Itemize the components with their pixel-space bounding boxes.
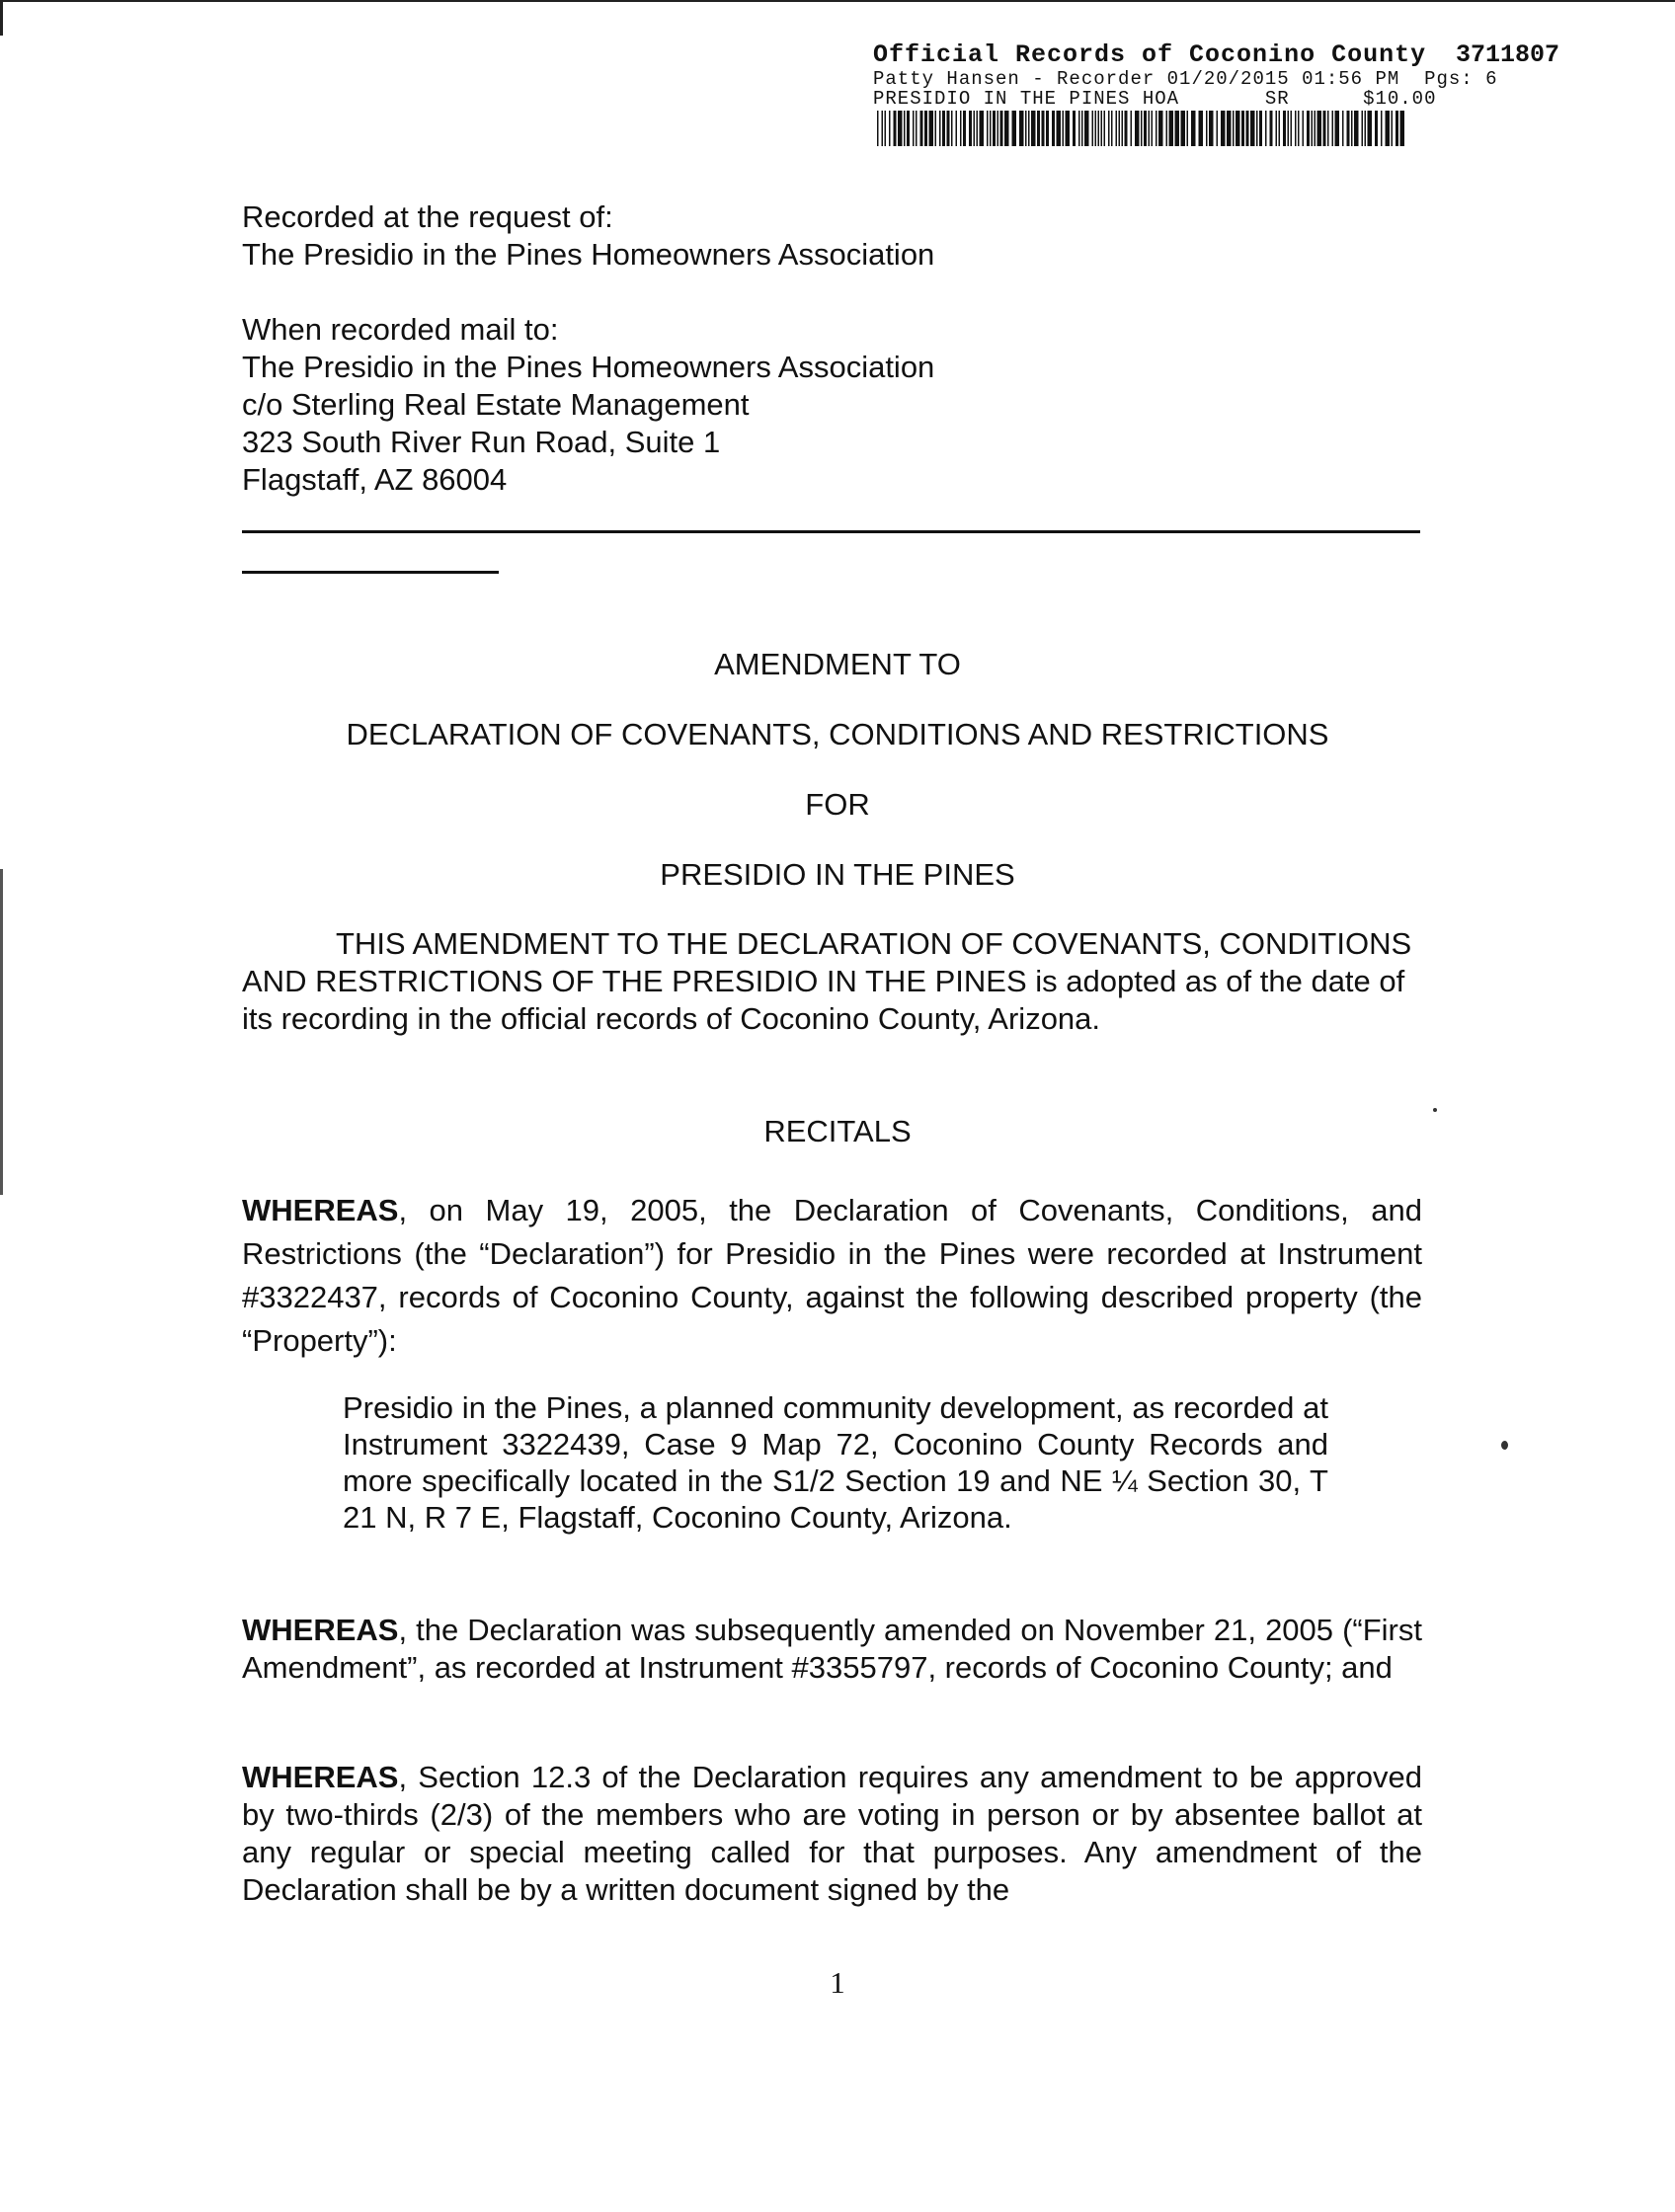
mail-to-block <box>242 311 1427 499</box>
barcode-bar <box>916 111 917 146</box>
whereas-paragraph-1 <box>242 1189 1422 1363</box>
barcode-bar <box>1166 111 1168 146</box>
scan-speck <box>1433 1108 1437 1112</box>
property-description: Presidio in the Pines, a planned community development, as recorded at Instrument 3322439, Case 9 Map 72, Coconino County Records and more specifically located in the S1/2 Section 19 and NE ¼ Section 30, T 21 N, R 7 E, Flagstaff, Coconino County, Arizona. <box>343 1390 1328 1535</box>
barcode-bar <box>1362 111 1364 146</box>
barcode-bar <box>1125 111 1128 146</box>
barcode-bar <box>920 111 923 146</box>
barcode-bar <box>1396 111 1398 146</box>
barcode-bar <box>1354 111 1359 146</box>
barcode-bar <box>1104 111 1106 146</box>
mail-to-line: 323 South River Run Road, Suite 1 <box>242 425 721 459</box>
barcode-bar <box>1317 111 1322 146</box>
barcode-bar <box>898 111 903 146</box>
barcode-bar <box>1066 111 1071 146</box>
barcode-bar <box>951 111 953 146</box>
page-number: 1 <box>830 1965 845 2000</box>
barcode-bar <box>1312 111 1314 146</box>
mail-to-label: When recorded mail to: <box>242 312 559 347</box>
barcode-bar <box>1342 111 1344 146</box>
barcode-bar <box>889 111 891 146</box>
mail-to-line: Flagstaff, AZ 86004 <box>242 462 508 497</box>
barcode-bar <box>947 111 950 146</box>
barcode-bar <box>977 111 979 146</box>
barcode-bar <box>1327 111 1329 146</box>
scan-edge-top <box>0 0 1675 2</box>
barcode-bar <box>1392 111 1394 146</box>
barcode-bar <box>894 111 897 146</box>
scan-speck <box>1501 1441 1508 1450</box>
barcode-bar <box>1295 111 1297 146</box>
barcode-bar <box>1057 111 1062 146</box>
barcode-bar <box>1135 111 1140 146</box>
barcode-bar <box>1303 111 1305 146</box>
whereas-paragraph-2 <box>242 1612 1422 1687</box>
mail-to-line: The Presidio in the Pines Homeowners Association <box>242 350 935 384</box>
barcode-bar <box>963 111 966 146</box>
barcode-bar <box>1241 111 1244 146</box>
horizontal-rule-short <box>242 571 499 574</box>
barcode-bar <box>1315 111 1316 146</box>
recorded-request-label: Recorded at the request of: <box>242 199 613 234</box>
barcode-bar <box>1181 111 1186 146</box>
barcode-bar <box>1108 111 1110 146</box>
barcode-bar <box>1381 111 1383 146</box>
intro-paragraph <box>242 925 1422 1038</box>
barcode-bar <box>1012 111 1017 146</box>
barcode-bar <box>1084 111 1089 146</box>
barcode-bar <box>997 111 999 146</box>
barcode-bar <box>1351 111 1353 146</box>
barcode-bar <box>987 111 989 146</box>
intro-bold-text: THIS AMENDMENT TO THE DECLARATION OF COVENANTS, CONDITIONS AND RESTRICTIONS OF THE PRESIDIO IN THE PINES <box>242 926 1412 998</box>
horizontal-rule <box>242 530 1420 533</box>
barcode-bar <box>1169 111 1174 146</box>
barcode-bar <box>1116 111 1118 146</box>
barcode-bar <box>1279 111 1281 146</box>
barcode-bar <box>1386 111 1391 146</box>
recorder-stamp <box>873 41 1604 109</box>
barcode-bar <box>993 111 996 146</box>
barcode-bar <box>1131 111 1133 146</box>
barcode-bar <box>907 111 910 146</box>
stamp-recorder-line: Patty Hansen - Recorder 01/20/2015 01:56 PM Pgs: 6 <box>873 68 1498 90</box>
barcode-bar <box>1031 111 1036 146</box>
whereas-lead: WHEREAS <box>242 1613 399 1647</box>
barcode-bar <box>1375 111 1378 146</box>
barcode-bar <box>1335 111 1340 146</box>
barcode-bar <box>1307 111 1310 146</box>
barcode-bar <box>1256 111 1258 146</box>
barcode-bar <box>1400 111 1405 146</box>
barcode-bar <box>1259 111 1262 146</box>
barcode-bar <box>1144 111 1147 146</box>
barcode-bar <box>1101 111 1103 146</box>
recording-request-block <box>242 198 1427 274</box>
barcode-bar <box>1037 111 1040 146</box>
barcode-bar <box>1270 111 1273 146</box>
barcode-bar <box>1250 111 1255 146</box>
barcode-bar <box>1141 111 1143 146</box>
recorded-request-party: The Presidio in the Pines Homeowners Association <box>242 237 935 272</box>
barcode-bar <box>1368 111 1373 146</box>
barcode-bar <box>877 111 879 146</box>
barcode-bar <box>929 111 934 146</box>
barcode-bar <box>960 111 962 146</box>
intro-rest-text: is adopted as of the date of its recording in the official records of Coconino County, Arizona. <box>242 964 1405 1036</box>
barcode-bar <box>1042 111 1045 146</box>
barcode-bar <box>1206 111 1208 146</box>
barcode-bar <box>924 111 927 146</box>
barcode-bar <box>1288 111 1290 146</box>
title-community: PRESIDIO IN THE PINES <box>660 857 1015 892</box>
stamp-title: Official Records of Coconino County <box>873 40 1427 69</box>
stamp-document-number: 3711807 <box>1456 40 1560 69</box>
barcode-bar <box>1119 111 1121 146</box>
barcode <box>877 111 1408 146</box>
barcode-bar <box>1365 111 1367 146</box>
barcode-bar <box>1052 111 1055 146</box>
barcode-bar <box>1175 111 1180 146</box>
barcode-bar <box>1291 111 1293 146</box>
barcode-bar <box>1004 111 1009 146</box>
barcode-bar <box>1332 111 1334 146</box>
barcode-bar <box>1227 111 1232 146</box>
whereas-text: , Section 12.3 of the Declaration requires any amendment to be approved by two-thirds (2/3) of the members who are voting in person or by absentee ballot at any regular or special meeting called for that purposes. Any amendment of the Declaration shall be by a written document signed by the <box>242 1760 1422 1907</box>
barcode-bar <box>904 111 906 146</box>
barcode-bar <box>1095 111 1097 146</box>
barcode-bar <box>1046 111 1049 146</box>
barcode-bar <box>974 111 976 146</box>
barcode-bar <box>1187 111 1189 146</box>
barcode-bar <box>1347 111 1350 146</box>
barcode-bar <box>1323 111 1326 146</box>
barcode-bar <box>1063 111 1065 146</box>
whereas-lead: WHEREAS <box>242 1193 399 1227</box>
barcode-bar <box>1098 111 1100 146</box>
barcode-bar <box>935 111 937 146</box>
barcode-bar <box>1283 111 1286 146</box>
barcode-bar <box>1158 111 1163 146</box>
barcode-bar <box>1081 111 1083 146</box>
barcode-bar <box>956 111 958 146</box>
barcode-bar <box>1092 111 1094 146</box>
barcode-bar <box>969 111 972 146</box>
title-amendment: AMENDMENT TO <box>714 647 961 681</box>
barcode-bar <box>1236 111 1240 146</box>
whereas-text: , on May 19, 2005, the Declaration of Covenants, Conditions, and Restrictions (the “Declaration”) for Presidio in the Pines were recorded at Instrument #3322437, records of Coconino County, against the following described property (the “Property”): <box>242 1193 1422 1358</box>
recitals-heading: RECITALS <box>763 1114 912 1148</box>
barcode-bar <box>990 111 992 146</box>
barcode-bar <box>1221 111 1226 146</box>
barcode-bar <box>1078 111 1080 146</box>
barcode-bar <box>1028 111 1030 146</box>
whereas-lead: WHEREAS <box>242 1760 399 1794</box>
barcode-bar <box>1246 111 1249 146</box>
barcode-bar <box>882 111 884 146</box>
barcode-bar <box>1233 111 1235 146</box>
barcode-bar <box>1265 111 1267 146</box>
barcode-bar <box>885 111 887 146</box>
barcode-bar <box>1122 111 1124 146</box>
barcode-bar <box>980 111 985 146</box>
title-for: FOR <box>805 787 870 822</box>
barcode-bar <box>1073 111 1076 146</box>
barcode-bar <box>1152 111 1154 146</box>
whereas-paragraph-3 <box>242 1759 1422 1909</box>
barcode-bar <box>1199 111 1204 146</box>
barcode-bar <box>1025 111 1027 146</box>
title-declaration: DECLARATION OF COVENANTS, CONDITIONS AND RESTRICTIONS <box>346 717 1329 751</box>
scan-edge-left <box>0 0 3 36</box>
barcode-bar <box>939 111 941 146</box>
barcode-bar <box>1149 111 1151 146</box>
barcode-bar <box>1298 111 1300 146</box>
barcode-bar <box>1191 111 1196 146</box>
stamp-fee-line: PRESIDIO IN THE PINES HOA SR $10.00 <box>873 88 1437 110</box>
barcode-bar <box>913 111 915 146</box>
barcode-bar <box>1209 111 1214 146</box>
barcode-bar <box>1019 111 1024 146</box>
barcode-bar <box>1217 111 1219 146</box>
barcode-bar <box>1000 111 1003 146</box>
barcode-bar <box>1111 111 1113 146</box>
barcode-bar <box>942 111 945 146</box>
barcode-bar <box>1156 111 1157 146</box>
barcode-bar <box>1276 111 1278 146</box>
whereas-text: , the Declaration was subsequently amended on November 21, 2005 (“First Amendment”, as recorded at Instrument #3355797, records of Coconino County; and <box>242 1613 1422 1685</box>
mail-to-line: c/o Sterling Real Estate Management <box>242 387 750 422</box>
